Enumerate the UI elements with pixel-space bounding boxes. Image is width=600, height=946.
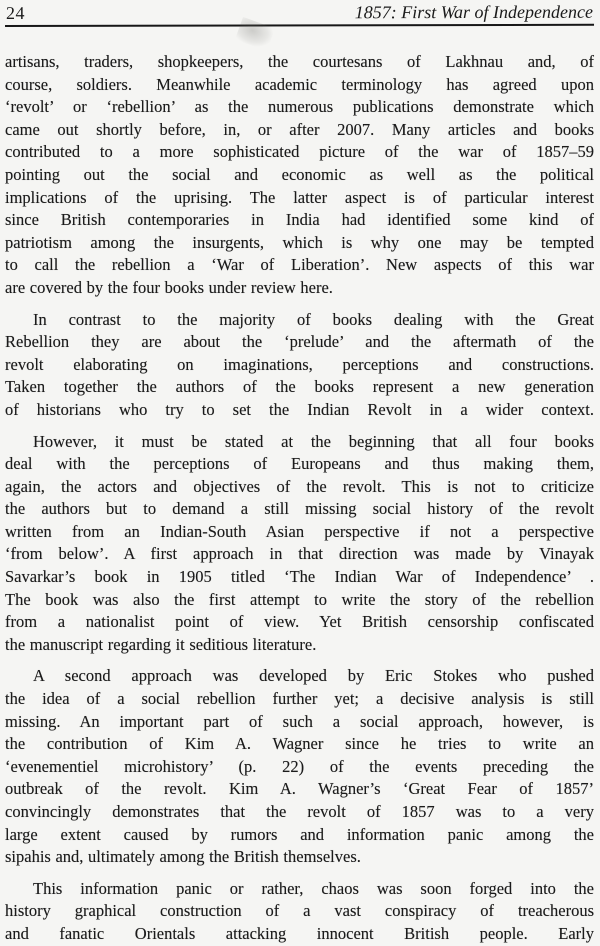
paragraph bbox=[5, 309, 594, 422]
paragraph bbox=[5, 878, 594, 946]
text-line: deal with the perceptions of Europeans and thus making them, bbox=[5, 454, 594, 474]
text-line: the contribution of Kim A. Wagner since he tries to write an bbox=[5, 734, 594, 754]
text-line: revolt elaborating on imaginations, perceptions and constructions. bbox=[5, 354, 594, 374]
text-line: and fanatic Orientals attacking innocent British people. Early bbox=[5, 923, 594, 943]
text-line: However, it must be stated at the beginning that all four books bbox=[33, 431, 594, 451]
page-body bbox=[5, 51, 594, 946]
text-line: again, the actors and objectives of the revolt. This is not to criticize bbox=[5, 476, 594, 496]
text-line: ‘from below’. A first approach in that direction was made by Vinayak bbox=[5, 544, 594, 564]
text-line: sipahis and, ultimately among the British themselves. bbox=[5, 847, 361, 867]
text-line: In contrast to the majority of books dealing with the Great bbox=[33, 309, 594, 329]
text-line: artisans, traders, shopkeepers, the courtesans of Lakhnau and, of bbox=[5, 52, 594, 71]
text-line: the idea of a social rebellion further yet; a decisive analysis is still bbox=[5, 689, 594, 709]
text-line: to call the rebellion a ‘War of Liberation’. New aspects of this war bbox=[5, 255, 594, 275]
text-line: convincingly demonstrates that the revolt of 1857 was to a very bbox=[5, 802, 594, 821]
text-line: This information panic or rather, chaos was soon forged into the bbox=[33, 878, 594, 898]
text-line: The book was also the first attempt to write the story of the rebellion bbox=[5, 589, 594, 609]
text-line: written from an Indian-South Asian perspective if not a perspective bbox=[5, 521, 594, 541]
text-line: Rebellion they are about the ‘prelude’ and the aftermath of the bbox=[5, 332, 594, 352]
text-line: outbreak of the revolt. Kim A. Wagner’s ‘Great Fear of 1857’ bbox=[5, 779, 594, 799]
text-line: of historians who try to set the Indian Revolt in a wider context. bbox=[5, 399, 594, 419]
text-line: patriotism among the insurgents, which is why one may be tempted bbox=[5, 232, 594, 252]
text-line: Taken together the authors of the books represent a new generation bbox=[5, 377, 594, 397]
text-line: contributed to a more sophisticated picture of the war of 1857–59 bbox=[5, 142, 594, 162]
paragraph bbox=[5, 431, 594, 657]
running-title: 1857: First War of Independence bbox=[354, 1, 594, 23]
text-line: missing. An important part of such a social approach, however, is bbox=[5, 711, 594, 731]
text-line: Savarkar’s book in 1905 titled ‘The Indian War of Independence’ . bbox=[5, 567, 594, 587]
text-line: from a nationalist point of view. Yet British censorship confiscated bbox=[5, 612, 594, 632]
text-line: since British contemporaries in India had identified some kind of bbox=[5, 210, 594, 230]
text-line: ‘evenementiel microhistory’ (p. 22) of the events preceding the bbox=[5, 756, 594, 776]
text-line: ‘revolt’ or ‘rebellion’ as the numerous publications demonstrate which bbox=[5, 97, 594, 117]
page-number: 24 bbox=[5, 2, 26, 23]
text-line: the authors but to demand a still missing social history of the revolt bbox=[5, 499, 594, 519]
text-line: pointing out the social and economic as well as the political bbox=[5, 164, 594, 184]
text-line: A second approach was developed by Eric Stokes who pushed bbox=[33, 666, 594, 686]
paragraph bbox=[5, 665, 594, 868]
text-line: implications of the uprising. The latter aspect is of particular interest bbox=[5, 187, 594, 207]
page-header bbox=[5, 1, 594, 27]
paragraph bbox=[5, 51, 594, 300]
text-line: history graphical construction of a vast conspiracy of treacherous bbox=[5, 901, 594, 921]
text-line: course, soldiers. Meanwhile academic terminology has agreed upon bbox=[5, 74, 594, 94]
text-line: came out shortly before, in, or after 2007. Many articles and books bbox=[5, 119, 594, 139]
text-line: large extent caused by rumors and information panic among the bbox=[5, 824, 594, 844]
text-line: the manuscript regarding it seditious literature. bbox=[5, 634, 317, 654]
text-line: are covered by the four books under review here. bbox=[5, 277, 333, 297]
